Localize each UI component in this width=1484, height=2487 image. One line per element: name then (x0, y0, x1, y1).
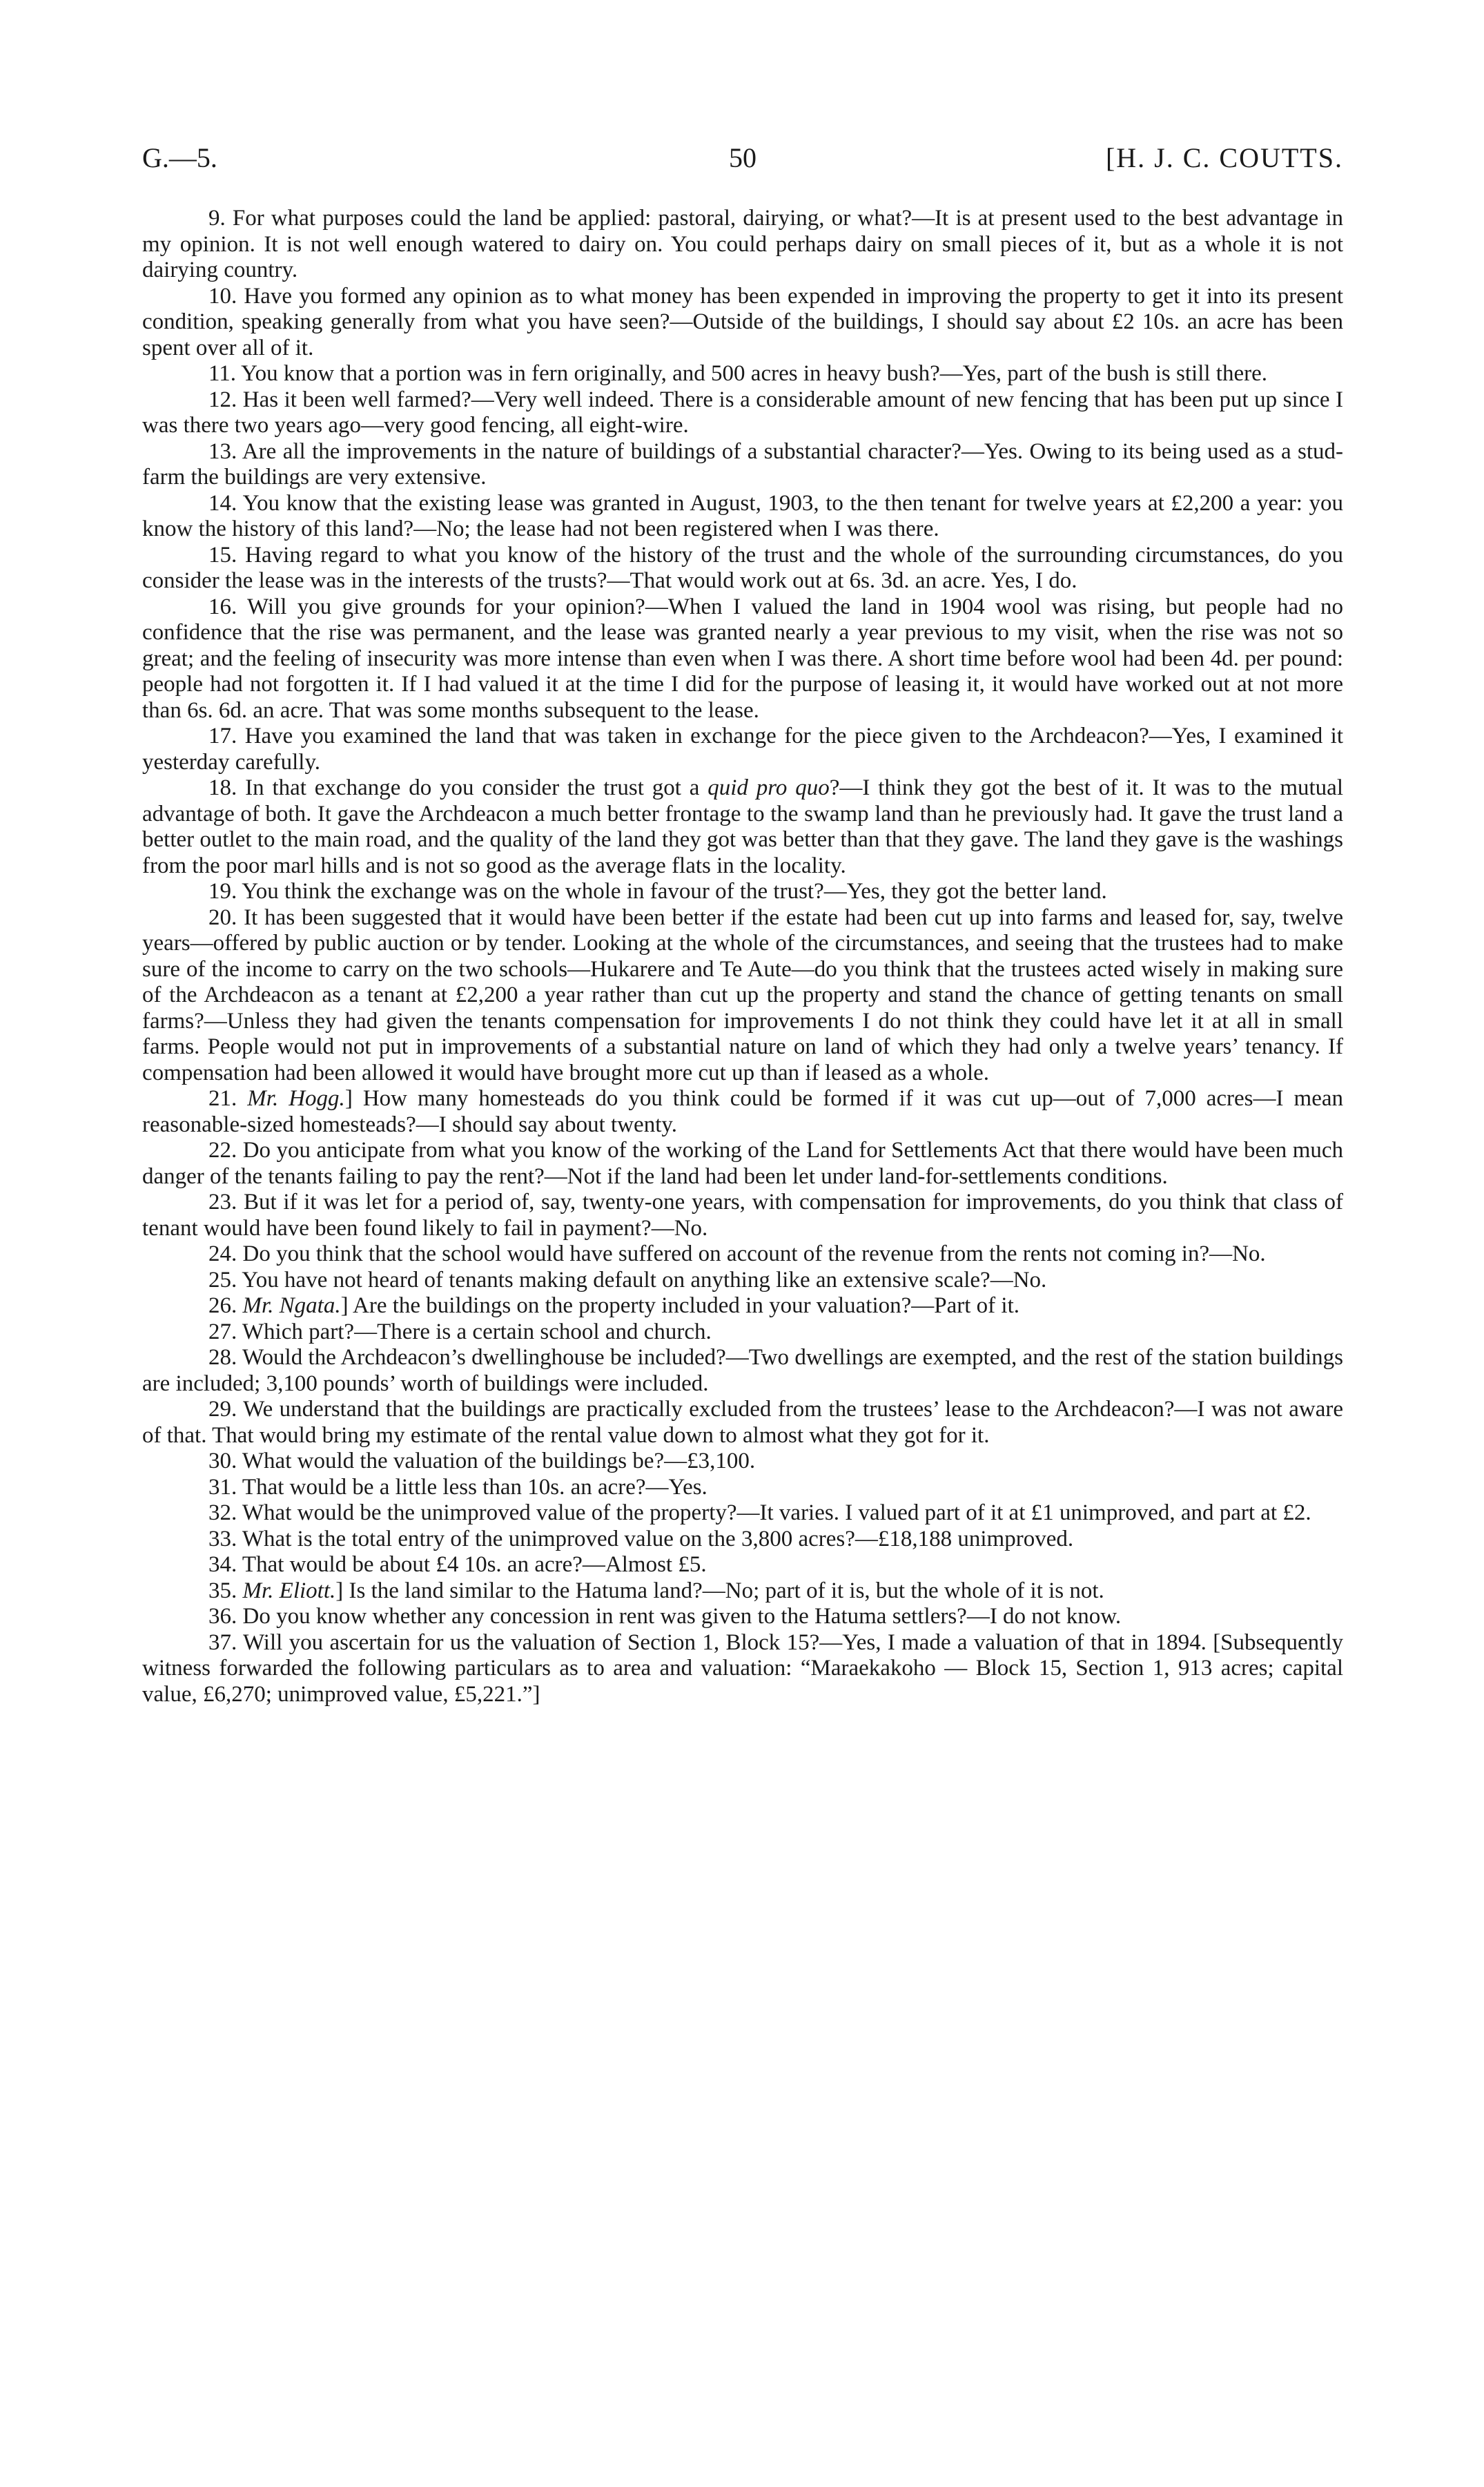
question-text: Do you think that the school would have suffered on account of the revenue from the rents not coming in?—No. (242, 1241, 1266, 1266)
question-33 (142, 1527, 1343, 1553)
question-number: 12. (208, 387, 237, 412)
question-29 (142, 1397, 1343, 1449)
page-header (142, 142, 1343, 183)
question-27 (142, 1319, 1343, 1346)
question-number: 33. (208, 1526, 237, 1551)
document-reference: G.—5. (142, 142, 217, 173)
page-number: 50 (729, 142, 756, 173)
question-number: 31. (208, 1474, 237, 1500)
question-22 (142, 1138, 1343, 1190)
question-24 (142, 1241, 1343, 1268)
question-32 (142, 1500, 1343, 1527)
question-number: 26. (208, 1293, 237, 1318)
question-text: Have you examined the land that was taken in exchange for the piece given to the Archdeacon?—Yes, I examined it yesterday carefully. (142, 724, 1344, 775)
question-text: For what purposes could the land be applied: pastoral, dairying, or what?—It is at present used to the best advantage in my opinion. It is not well enough watered to dairy on. You could perhaps dairy on small pieces of it, but as a whole it is not dairying country. (142, 206, 1343, 282)
question-text: ] Is the land similar to the Hatuma land?—No; part of it is, but the whole of it is not. (335, 1578, 1104, 1603)
question-9 (142, 206, 1343, 284)
question-number: 29. (208, 1397, 237, 1422)
question-text: That would be about £4 10s. an acre?—Almost £5. (242, 1552, 707, 1577)
question-number: 16. (208, 594, 237, 619)
question-31 (142, 1475, 1343, 1501)
question-number: 10. (208, 283, 237, 309)
question-text: We understand that the buildings are practically excluded from the trustees’ lease to the Archdeacon?—I was not aware of that. That would bring my estimate of the rental value down to almost what they got for it. (142, 1397, 1343, 1448)
question-number: 32. (208, 1500, 237, 1525)
question-text: Do you anticipate from what you know of the working of the Land for Settlements Act that there would have been much danger of the tenants failing to pay the rent?—Not if the land had been let under land-for-settlements conditions. (142, 1138, 1344, 1189)
question-14 (142, 491, 1343, 543)
question-text: You know that a portion was in fern originally, and 500 acres in heavy bush?—Yes, part of the bush is still there. (241, 361, 1267, 386)
question-23 (142, 1190, 1343, 1241)
question-11 (142, 361, 1343, 387)
question-26 (142, 1293, 1343, 1319)
question-text: Have you formed any opinion as to what money has been expended in improving the property to get it into its present condition, speaking generally from what you have seen?—Outside of the buildings, I should say about £2 10s. an acre has been spent over all of it. (142, 283, 1344, 360)
question-text: Which part?—There is a certain school and church. (242, 1319, 712, 1344)
questioner-name: Mr. Hogg. (247, 1086, 345, 1111)
question-text: What would the valuation of the buildings be?—£3,100. (242, 1449, 756, 1473)
question-text: Would the Archdeacon’s dwellinghouse be included?—Two dwellings are exempted, and the rest of the station buildings are included; 3,100 pounds’ worth of buildings were included. (142, 1345, 1343, 1396)
question-number: 23. (208, 1190, 237, 1215)
question-number: 9. (208, 206, 226, 231)
latin-phrase: quid pro quo (707, 775, 830, 800)
question-number: 28. (208, 1345, 237, 1370)
question-19 (142, 879, 1343, 905)
question-text: You have not heard of tenants making default on anything like an extensive scale?—No. (242, 1267, 1047, 1293)
question-text: That would be a little less than 10s. an acre?—Yes. (242, 1474, 707, 1500)
questioner-name: Mr. Eliott. (242, 1578, 336, 1603)
question-15 (142, 543, 1343, 594)
question-text: What is the total entry of the unimproved value on the 3,800 acres?—£18,188 unimproved. (242, 1526, 1074, 1551)
question-number: 13. (208, 438, 237, 464)
testimony-body (142, 206, 1343, 1707)
witness-name: [H. J. C. COUTTS. (1105, 142, 1343, 173)
question-number: 22. (208, 1138, 237, 1163)
question-number: 20. (208, 904, 237, 930)
question-text: You think the exchange was on the whole in favour of the trust?—Yes, they got the better land. (242, 879, 1107, 904)
question-number: 17. (208, 724, 237, 748)
question-30 (142, 1449, 1343, 1475)
question-text: Are all the improvements in the nature of buildings of a substantial character?—Yes. Owing to its being used as a stud-farm the buildings are very extensive. (142, 438, 1343, 490)
question-number: 15. (208, 542, 237, 568)
question-number: 25. (208, 1267, 237, 1293)
question-17 (142, 724, 1343, 775)
question-text-pre: In that exchange do you consider the trust got a (245, 775, 708, 800)
question-number: 21. (208, 1086, 237, 1111)
question-37 (142, 1630, 1343, 1708)
question-number: 30. (208, 1449, 237, 1473)
question-text: You know that the existing lease was granted in August, 1903, to the then tenant for twelve years at £2,200 a year: you know the history of this land?—No; the lease had not been registered when I was there. (142, 490, 1343, 541)
question-number: 19. (208, 879, 237, 904)
question-text-post: ?—I think they got the best of it. It was to the mutual advantage of both. It gave the Archdeacon a much better frontage to the swamp land than he previously had. It gave the trust land a better outlet to the main road, and the quality of the land they got was better than that they gave. The land they gave is the washings from the poor marl hills and is not so good as the average flats in the locality. (142, 775, 1344, 878)
question-text: What would be the unimproved value of the property?—It varies. I valued part of it at £1 unimproved, and part at £2. (242, 1500, 1311, 1525)
question-number: 11. (208, 361, 237, 386)
question-21 (142, 1086, 1343, 1138)
question-35 (142, 1578, 1343, 1605)
question-text: Do you know whether any concession in rent was given to the Hatuma settlers?—I do not know. (242, 1604, 1122, 1629)
question-12 (142, 387, 1343, 439)
question-34 (142, 1552, 1343, 1578)
question-text: Having regard to what you know of the history of the trust and the whole of the surrounding circumstances, do you consider the lease was in the interests of the trusts?—That would work out at 6s. 3d. an acre. Yes, I do. (142, 542, 1343, 593)
question-18 (142, 775, 1343, 879)
question-text: Will you ascertain for us the valuation of Section 1, Block 15?—Yes, I made a valuation of that in 1894. [Subsequently witness forwarded the following particulars as to area and valuation: “Maraekakoho — Block 15, Section 1, 913 acres; capital value, £6,270; unimproved value, £5,221.”] (142, 1629, 1344, 1707)
question-20 (142, 905, 1343, 1087)
question-25 (142, 1268, 1343, 1294)
question-10 (142, 284, 1343, 362)
question-text: Has it been well farmed?—Very well indeed. There is a considerable amount of new fencing that has been put up since I was there two years ago—very good fencing, all eight-wire. (142, 387, 1343, 438)
question-number: 27. (208, 1319, 237, 1344)
question-number: 14. (208, 490, 237, 516)
question-13 (142, 439, 1343, 491)
question-36 (142, 1604, 1343, 1630)
question-number: 18. (208, 775, 237, 800)
question-text: It has been suggested that it would have been better if the estate had been cut up into farms and leased for, say, twelve years—offered by public auction or by tender. Looking at the whole of the circumstances, and seeing that the trustees had to make sure of the income to carry on the two schools—Hukarere and Te Aute—do you think that the trustees acted wisely in making sure of the Archdeacon as a tenant at £2,200 a year rather than cut up the property and stand the chance of getting tenants on small farms?—Unless they had given the tenants compensation for improvements I do not think they could have let it at all in small farms. People would not put in improvements of a substantial nature on land of which they had only a twelve years’ tenancy. If compensation had been allowed it would have brought more cut up than if leased as a whole. (142, 904, 1343, 1085)
question-28 (142, 1345, 1343, 1397)
question-number: 37. (208, 1629, 237, 1655)
question-number: 35. (208, 1578, 237, 1603)
question-text: But if it was let for a period of, say, twenty-one years, with compensation for improvements, do you think that class of tenant would have been found likely to fail in payment?—No. (142, 1190, 1344, 1241)
question-text: Will you give grounds for your opinion?—When I valued the land in 1904 wool was rising, but people had no confidence that the rise was permanent, and the lease was granted nearly a year previous to my visit, when the rise was not so great; and the feeling of insecurity was more intense than even when I was there. A short time before wool had been 4d. per pound: people had not forgotten it. If I had valued it at the time I did for the purpose of leasing it, it would have worked out at not more than 6s. 6d. an acre. That was some months subsequent to the lease. (142, 594, 1343, 723)
question-number: 34. (208, 1552, 237, 1577)
question-number: 24. (208, 1241, 237, 1266)
question-number: 36. (208, 1604, 237, 1629)
question-text: ] How many homesteads do you think could be formed if it was cut up—out of 7,000 acres—I mean reasonable-sized homesteads?—I should say about twenty. (142, 1086, 1343, 1137)
question-16 (142, 594, 1343, 724)
question-text: ] Are the buildings on the property included in your valuation?—Part of it. (340, 1293, 1019, 1318)
questioner-name: Mr. Ngata. (242, 1293, 341, 1318)
